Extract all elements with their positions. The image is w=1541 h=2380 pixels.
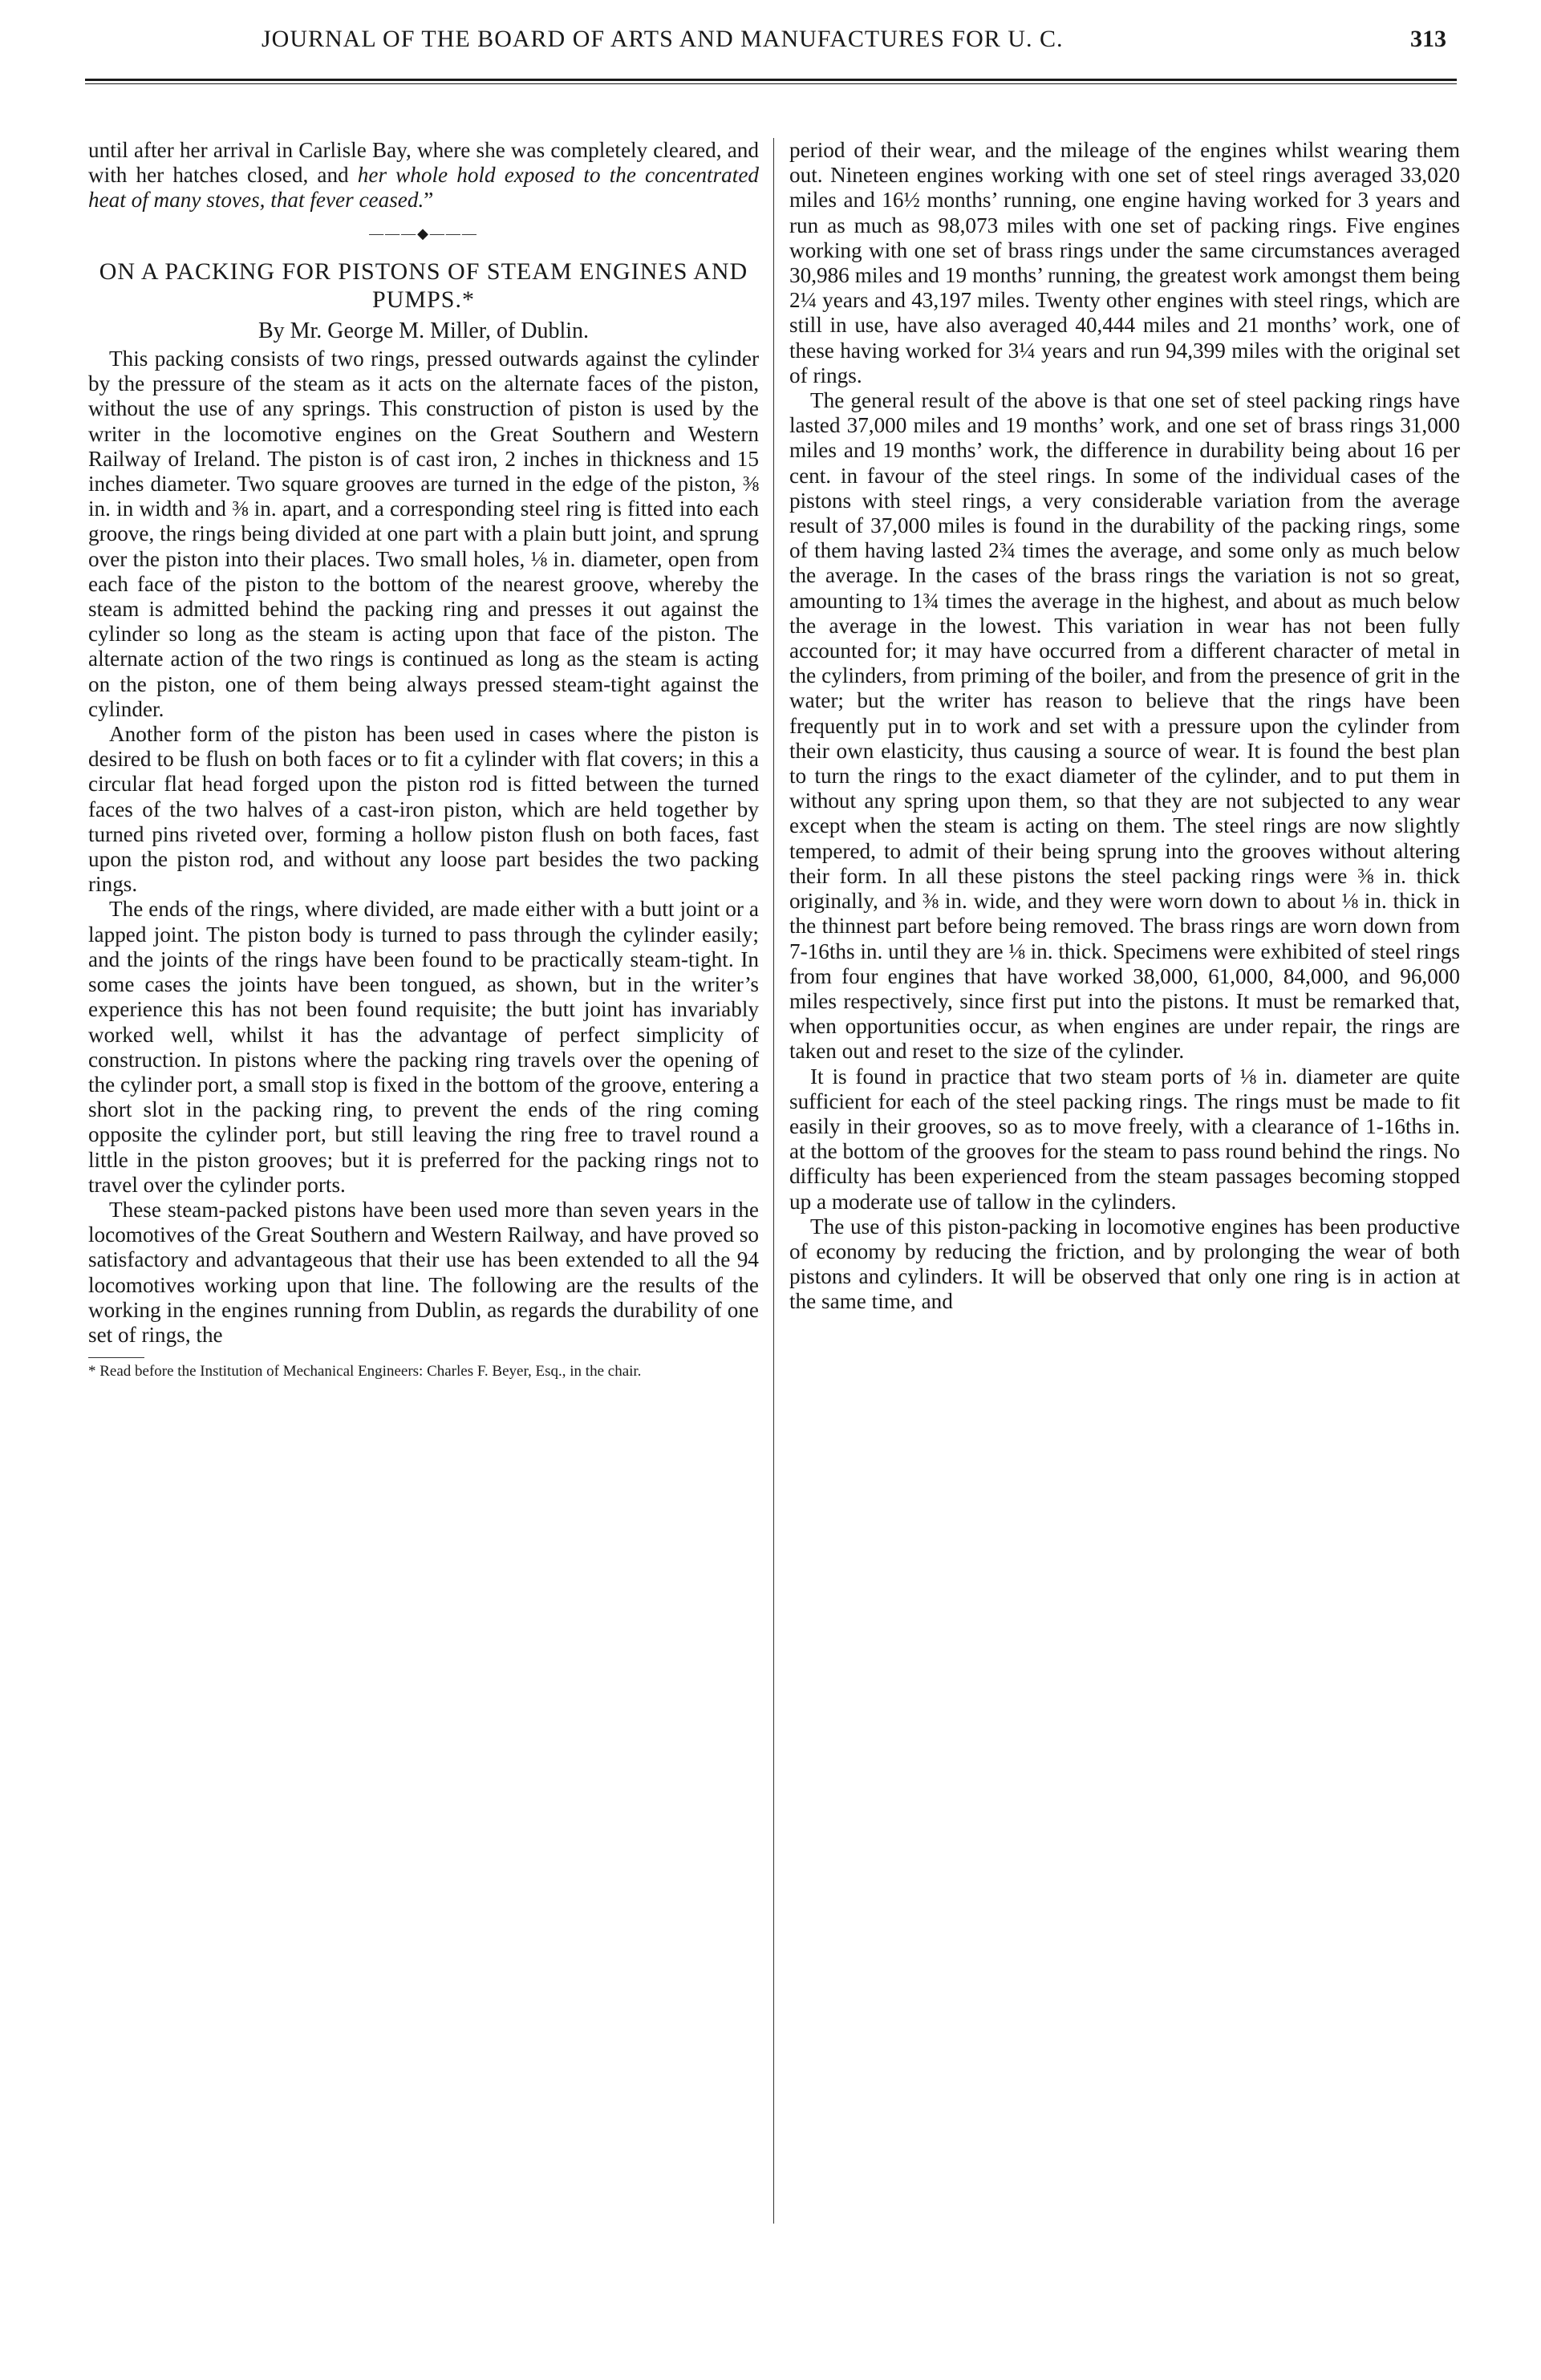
footnote-rule bbox=[88, 1357, 144, 1358]
page-header bbox=[0, 22, 1541, 71]
header-rule bbox=[85, 79, 1457, 81]
column-divider bbox=[773, 138, 774, 2224]
intro-paragraph bbox=[88, 138, 759, 213]
article-title: ON A PACKING FOR PISTONS OF STEAM ENGINES AND PUMPS.* bbox=[99, 257, 748, 313]
body-paragraph: The ends of the rings, where divided, are made either with a butt joint or a lapped joint. The piston body is turned to pass through the cylinder easily; and the joints of the rings have been found to be practically steam-tight. In some cases the joints have been tongued, as shown, but in the writer’s experience this has not been found requisite; the butt joint has invariably worked well, whilst it has the advantage of perfect simplicity of construction. In pistons where the packing ring travels over the opening of the cylinder port, a small stop is fixed in the bottom of the groove, entering a short slot in the packing ring, to prevent the ends of the ring coming opposite the cylinder port, but still leaving the ring free to travel round a little in the piston grooves; but it is preferred for the packing rings not to travel over the cylinder ports. bbox=[88, 897, 759, 1197]
intro-text: until after her arrival in Carlisle Bay, where she was completely cleared, and with her hatches closed, and bbox=[88, 138, 759, 188]
body-paragraph: The use of this piston-packing in locomotive engines has been productive of economy by reducing the friction, and by prolonging the wear of both pistons and cylinders. It will be observed that only one ring is in action at the same time, and bbox=[789, 1214, 1460, 1314]
body-paragraph: It is found in practice that two steam ports of ⅛ in. diameter are quite sufficient for each of the steel packing rings. The rings must be made to fit easily in their grooves, so as to move freely, with a clearance of 1-16ths in. at the bottom of the grooves for the steam to pass round behind the rings. No difficulty has been experienced from the steam passages becoming stopped up a moderate use of tallow in the cylinders. bbox=[789, 1064, 1460, 1214]
section-separator: ———◆——— bbox=[369, 225, 478, 241]
right-column bbox=[789, 138, 1460, 1315]
intro-italic-text: her whole hold exposed to the concentrated heat of many stoves, that fever ceased. bbox=[88, 163, 759, 213]
running-head: JOURNAL OF THE BOARD OF ARTS AND MANUFACTURES FOR U. C. bbox=[262, 26, 1064, 52]
footnote: * Read before the Institution of Mechanical Engineers: Charles F. Beyer, Esq., in the chair. bbox=[88, 1363, 642, 1381]
header-rule-thin bbox=[85, 83, 1457, 84]
intro-quote-end: ” bbox=[424, 188, 434, 213]
body-paragraph: Another form of the piston has been used in cases where the piston is desired to be flush on both faces or to fit a cylinder with flat covers; in this a circular flat head forged upon the piston rod is fitted between the turned faces of the two halves of a cast-iron piston, which are held together by turned pins riveted over, forming a hollow piston flush on both faces, fast upon the piston rod, and without any loose part besides the two packing rings. bbox=[88, 722, 759, 897]
body-paragraph: period of their wear, and the mileage of the engines whilst wearing them out. Nineteen engines working with one set of steel rings averaged 33,020 miles and 16½ months’ running, one engine having worked for 3 years and run as much as 98,073 miles with one set of packing rings. Five engines working with one set of brass rings under the same circumstances averaged 30,986 miles and 19 months’ running, the greatest work amongst them being 2¼ years and 43,197 miles. Twenty other engines with steel rings, which are still in use, have also averaged 40,444 miles and 21 months’ work, one of these having worked for 3¼ years and run 94,399 miles with the original set of rings. bbox=[789, 138, 1460, 387]
body-paragraph: These steam-packed pistons have been used more than seven years in the locomotives of the Great Southern and Western Railway, and have proved so satisfactory and advantageous that their use has been extended to all the 94 locomotives working upon that line. The following are the results of the working in the engines running from Dublin, as regards the durability of one set of rings, the bbox=[88, 1197, 759, 1347]
body-paragraph: This packing consists of two rings, pressed outwards against the cylinder by the pressure of the steam as it acts on the alternate faces of the piston, without the use of any springs. This construction of piston is used by the writer in the locomotive engines on the Great Southern and Western Railway of Ireland. The piston is of cast iron, 2 inches in thickness and 15 inches diameter. Two square grooves are turned in the edge of the piston, ⅜ in. in width and ⅜ in. apart, and a corresponding steel ring is fitted into each groove, the rings being divided at one part with a plain butt joint, and sprung over the piston into their places. Two small holes, ⅛ in. diameter, open from each face of the piston to the bottom of the nearest groove, whereby the steam is admitted behind the packing ring and presses it out against the cylinder so long as the steam is acting upon that face of the piston. The alternate action of the two rings is continued as long as the steam is acting on the piston, one of them being always pressed steam-tight against the cylinder. bbox=[88, 347, 759, 721]
article-byline: By Mr. George M. Miller, of Dublin. bbox=[258, 318, 590, 343]
left-column bbox=[88, 138, 759, 1381]
body-paragraph: The general result of the above is that one set of steel packing rings have lasted 37,000 miles and 19 months’ work, and one set of brass rings 31,000 miles and 19 months’ work, the difference in durability being about 16 per cent. in favour of the steel rings. In some of the individual cases of the pistons with steel rings, a very considerable variation from the average result of 37,000 miles is found in the durability of the packing rings, some of them having lasted 2¾ times the average, and some only as much below the average. In the cases of the brass rings the variation is not so great, amounting to 1¾ times the average in the highest, and about as much below the average in the lowest. This variation in wear has not been fully accounted for; it may have occurred from a different character of metal in the cylinders, from priming of the boiler, and from the presence of grit in the water; but the writer has reason to believe that the rings have been frequently put in to work and set with a pressure upon the cylinder from their own elasticity, thus causing a source of wear. It is found the best plan to turn the rings to the exact diameter of the cylinder, and to put them in without any spring upon them, so that they are not subjected to any wear except when the steam is acting on them. The steel rings are now slightly tempered, to admit of their being sprung into the grooves without altering their form. In all these pistons the steel packing rings were ⅜ in. thick originally, and ⅜ in. wide, and they were worn down to about ⅛ in. thick in the thinnest part before being removed. The brass rings are worn down from 7-16ths in. until they are ⅛ in. thick. Specimens were exhibited of steel rings from four engines that have worked 38,000, 61,000, 84,000, and 96,000 miles respectively, since first put into the pistons. It must be remarked that, when opportunities occur, as when engines are under repair, the rings are taken out and reset to the size of the cylinder. bbox=[789, 388, 1460, 1064]
page-number: 313 bbox=[1410, 26, 1446, 52]
